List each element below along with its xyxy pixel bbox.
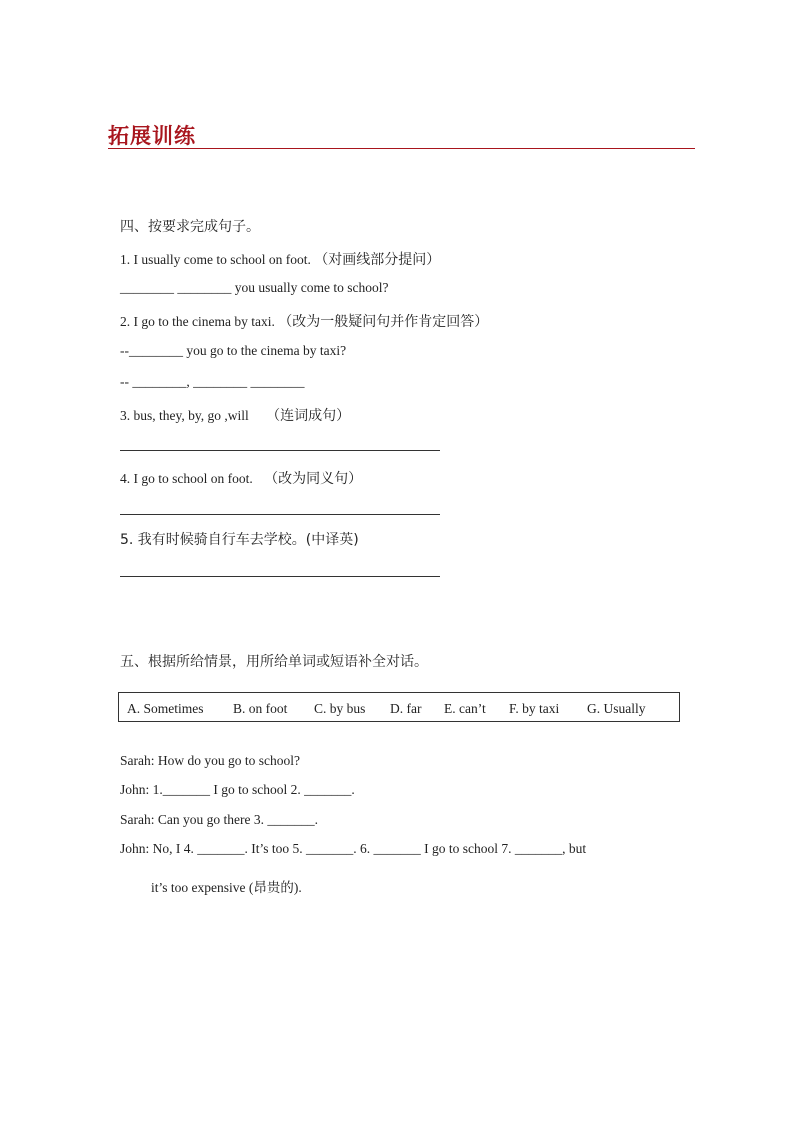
q3-text — [120, 405, 350, 425]
q3-answer-line — [120, 450, 440, 451]
q3-words: 3. bus, they, by, go ,will — [120, 408, 249, 423]
dialogue-line-2: John: 1._______ I go to school 2. _______. — [120, 782, 355, 797]
q4-sentence: 4. I go to school on foot. — [120, 471, 253, 486]
option-c: C. by bus — [314, 701, 366, 716]
q1-text — [120, 249, 440, 269]
option-b: B. on foot — [233, 701, 288, 716]
q2-answer-line-2: -- ________, ________ ________ — [120, 374, 305, 389]
q1-sentence: 1. I usually come to school on foot. — [120, 252, 311, 267]
q5-text: 5. 我有时候骑自行车去学校。(中译英) — [120, 532, 359, 548]
q3-instruction: （连词成句） — [266, 408, 351, 424]
q4-instruction: （改为同义句） — [264, 471, 363, 487]
q4-answer-line — [120, 514, 440, 515]
dialogue-line-1: Sarah: How do you go to school? — [120, 753, 300, 768]
q2-sentence: 2. I go to the cinema by taxi. — [120, 314, 275, 329]
q1-instruction: （对画线部分提问） — [314, 252, 441, 268]
option-d: D. far — [390, 701, 422, 716]
option-g: G. Usually — [587, 701, 646, 716]
option-f: F. by taxi — [509, 701, 560, 716]
dialogue-line-5: it’s too expensive (昂贵的). — [151, 880, 302, 895]
q1-answer-line: ________ ________ you usually come to school? — [120, 280, 389, 295]
option-a: A. Sometimes — [127, 701, 204, 716]
dialogue-line-4: John: No, I 4. _______. It’s too 5. _______. 6. _______ I go to school 7. _______, but — [120, 841, 587, 856]
section-5-title: 五、根据所给情景，用所给单词或短语补全对话。 — [120, 654, 428, 670]
q2-answer-line-1: --________ you go to the cinema by taxi? — [120, 343, 347, 358]
section-4-title: 四、按要求完成句子。 — [120, 219, 260, 235]
option-e: E. can’t — [444, 701, 486, 716]
title-divider — [108, 148, 695, 149]
q2-instruction: （改为一般疑问句并作肯定回答） — [278, 314, 489, 330]
q4-text — [120, 468, 362, 488]
q5-answer-line — [120, 576, 440, 577]
q2-text — [120, 311, 488, 331]
dialogue-line-3: Sarah: Can you go there 3. _______. — [120, 812, 318, 827]
page-title: 拓展训练 — [108, 124, 196, 148]
